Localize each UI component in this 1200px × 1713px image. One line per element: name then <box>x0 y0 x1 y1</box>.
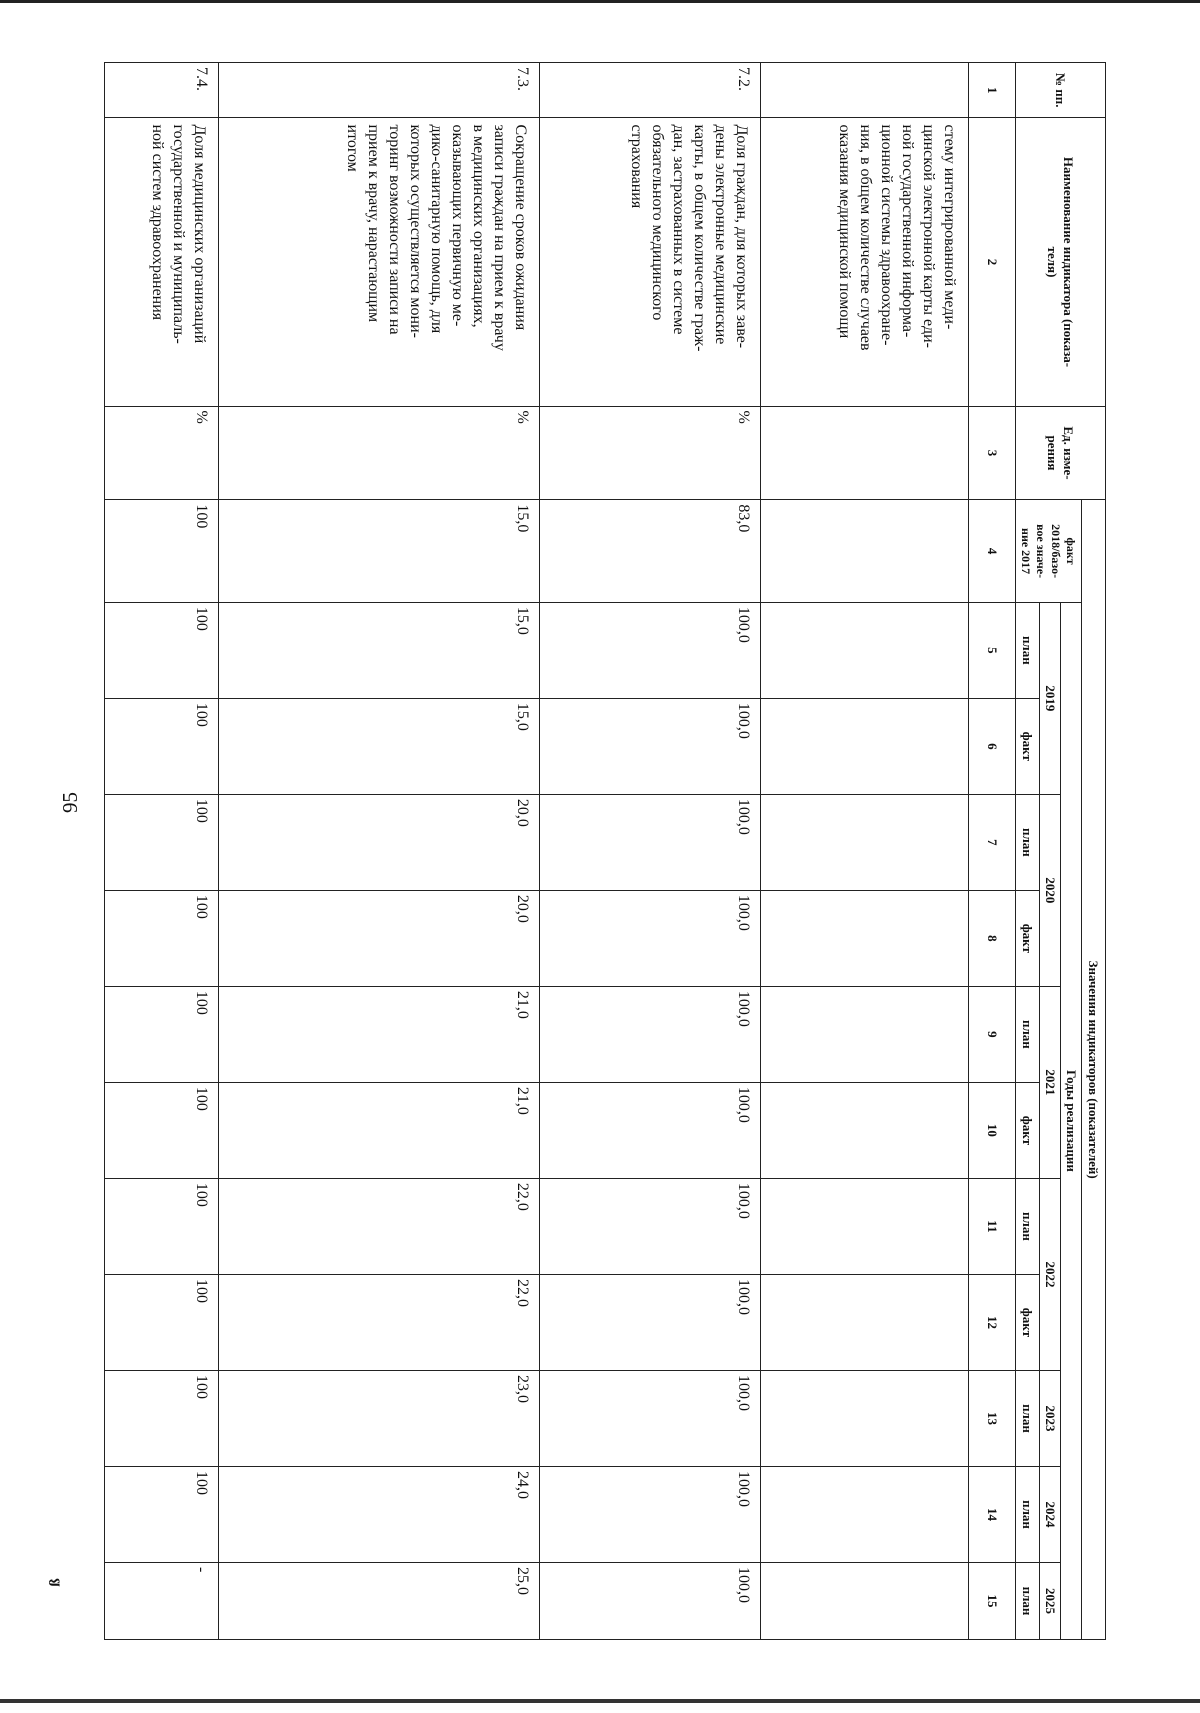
header-name: Наименование индикатора (показа- теля) <box>1016 118 1106 406</box>
value-cell: 100,0 <box>540 794 761 890</box>
value-cell: 15,0 <box>218 500 540 602</box>
value-cell <box>761 1274 969 1370</box>
column-number: 12 <box>969 1274 1016 1370</box>
value-cell <box>761 698 969 794</box>
value-cell: 100 <box>105 698 219 794</box>
header-fact: факт <box>1016 1274 1040 1370</box>
header-base: факт 2018/базо- вое значе- ние 2017 <box>1016 500 1082 602</box>
value-cell: 83,0 <box>540 500 761 602</box>
row-number: 7.4. <box>105 63 219 118</box>
value-cell <box>761 890 969 986</box>
value-cell <box>761 500 969 602</box>
value-cell: 100,0 <box>540 1178 761 1274</box>
value-cell <box>761 602 969 698</box>
unit-cell <box>761 406 969 500</box>
header-unit: Ед. изме- рения <box>1016 406 1106 500</box>
value-cell: 100 <box>105 1466 219 1562</box>
value-cell: - <box>105 1562 219 1639</box>
value-cell: 23,0 <box>218 1370 540 1466</box>
unit-cell: % <box>105 406 219 500</box>
header-year-2023: 2023 <box>1040 1370 1061 1466</box>
value-cell: 100,0 <box>540 1370 761 1466</box>
value-cell: 25,0 <box>218 1562 540 1639</box>
header-year-2020: 2020 <box>1040 794 1061 986</box>
header-plan: план <box>1016 794 1040 890</box>
row-number: 7.3. <box>218 63 540 118</box>
column-number-row <box>969 63 1016 1640</box>
value-cell <box>761 1178 969 1274</box>
header-fact: факт <box>1016 698 1040 794</box>
table-row <box>540 63 761 1640</box>
header-year-2021: 2021 <box>1040 986 1061 1178</box>
column-number: 15 <box>969 1562 1016 1639</box>
indicator-name: Доля граждан, для которых заве- дены электронные медицинские карты, в общем количестве граж- дан, застрахованных в системе обязательного медицинского страхования <box>540 118 761 406</box>
indicator-name: Сокращение сроков ожидания записи граждан на прием к врачу в медицинских организациях, оказывающих первичную ме- дико-санитарную помощь, для которых осуществляется мони- торинг возможности записи на прием к врачу, нарастающим итогом <box>218 118 540 406</box>
header-year-2022: 2022 <box>1040 1178 1061 1370</box>
value-cell: 100 <box>105 986 219 1082</box>
header-values-group: Значения индикаторов (показателей) <box>1082 500 1106 1640</box>
value-cell: 100 <box>105 890 219 986</box>
column-number: 1 <box>969 63 1016 118</box>
value-cell: 20,0 <box>218 794 540 890</box>
column-number: 7 <box>969 794 1016 890</box>
value-cell: 100 <box>105 794 219 890</box>
value-cell <box>761 1562 969 1639</box>
table-row <box>761 63 969 1640</box>
value-cell <box>761 794 969 890</box>
indicator-table-frame <box>104 62 1106 1640</box>
value-cell: 24,0 <box>218 1466 540 1562</box>
column-number: 6 <box>969 698 1016 794</box>
value-cell: 100,0 <box>540 1466 761 1562</box>
header-years-label: Годы реализации <box>1061 602 1082 1639</box>
value-cell <box>761 1370 969 1466</box>
column-number: 14 <box>969 1466 1016 1562</box>
column-number: 2 <box>969 118 1016 406</box>
column-number: 8 <box>969 890 1016 986</box>
value-cell: 22,0 <box>218 1274 540 1370</box>
header-plan: план <box>1016 1178 1040 1274</box>
value-cell: 100 <box>105 500 219 602</box>
header-year-2024: 2024 <box>1040 1466 1061 1562</box>
column-number: 13 <box>969 1370 1016 1466</box>
column-number: 11 <box>969 1178 1016 1274</box>
header-plan: план <box>1016 986 1040 1082</box>
header-year-2025: 2025 <box>1040 1562 1061 1639</box>
header-plan: план <box>1016 1466 1040 1562</box>
value-cell: 15,0 <box>218 698 540 794</box>
value-cell: 100,0 <box>540 1562 761 1639</box>
value-cell: 100 <box>105 1370 219 1466</box>
value-cell: 100 <box>105 1274 219 1370</box>
header-fact: факт <box>1016 1082 1040 1178</box>
column-number: 10 <box>969 1082 1016 1178</box>
column-number: 5 <box>969 602 1016 698</box>
column-number: 4 <box>969 500 1016 602</box>
header-year-2019: 2019 <box>1040 602 1061 794</box>
value-cell: 100,0 <box>540 602 761 698</box>
value-cell: 22,0 <box>218 1178 540 1274</box>
scan-edge-top <box>0 0 1200 3</box>
column-number: 9 <box>969 986 1016 1082</box>
indicator-name: Доля медицинских организаций государственной и муниципаль- ной систем здравоохранения <box>105 118 219 406</box>
value-cell: 100,0 <box>540 1082 761 1178</box>
header-plan: план <box>1016 1562 1040 1639</box>
value-cell <box>761 1082 969 1178</box>
side-mark: ß <box>47 1578 64 1587</box>
row-number: 7.2. <box>540 63 761 118</box>
unit-cell: % <box>218 406 540 500</box>
header-no: № пп. <box>1016 63 1106 118</box>
value-cell: 100,0 <box>540 1274 761 1370</box>
value-cell: 100,0 <box>540 698 761 794</box>
value-cell: 100 <box>105 1082 219 1178</box>
value-cell: 100 <box>105 1178 219 1274</box>
value-cell <box>761 1466 969 1562</box>
value-cell: 100 <box>105 602 219 698</box>
table-row <box>105 63 219 1640</box>
scan-edge-bottom <box>0 1699 1200 1703</box>
page-number: 95 <box>58 792 82 813</box>
header-fact: факт <box>1016 890 1040 986</box>
value-cell: 20,0 <box>218 890 540 986</box>
value-cell: 100,0 <box>540 890 761 986</box>
indicator-table <box>104 62 1106 1640</box>
header-plan: план <box>1016 602 1040 698</box>
value-cell: 21,0 <box>218 986 540 1082</box>
table-row <box>218 63 540 1640</box>
header-plan: план <box>1016 1370 1040 1466</box>
column-number: 3 <box>969 406 1016 500</box>
value-cell: 100,0 <box>540 986 761 1082</box>
value-cell: 21,0 <box>218 1082 540 1178</box>
row-number <box>761 63 969 118</box>
value-cell <box>761 986 969 1082</box>
indicator-name: стему интегрированной меди- цинской электронной карты еди- ной государственной информа- ционной системы здравоохране- ния, в общем количестве случаев оказания медицинской помощи <box>761 118 969 406</box>
value-cell: 15,0 <box>218 602 540 698</box>
unit-cell: % <box>540 406 761 500</box>
